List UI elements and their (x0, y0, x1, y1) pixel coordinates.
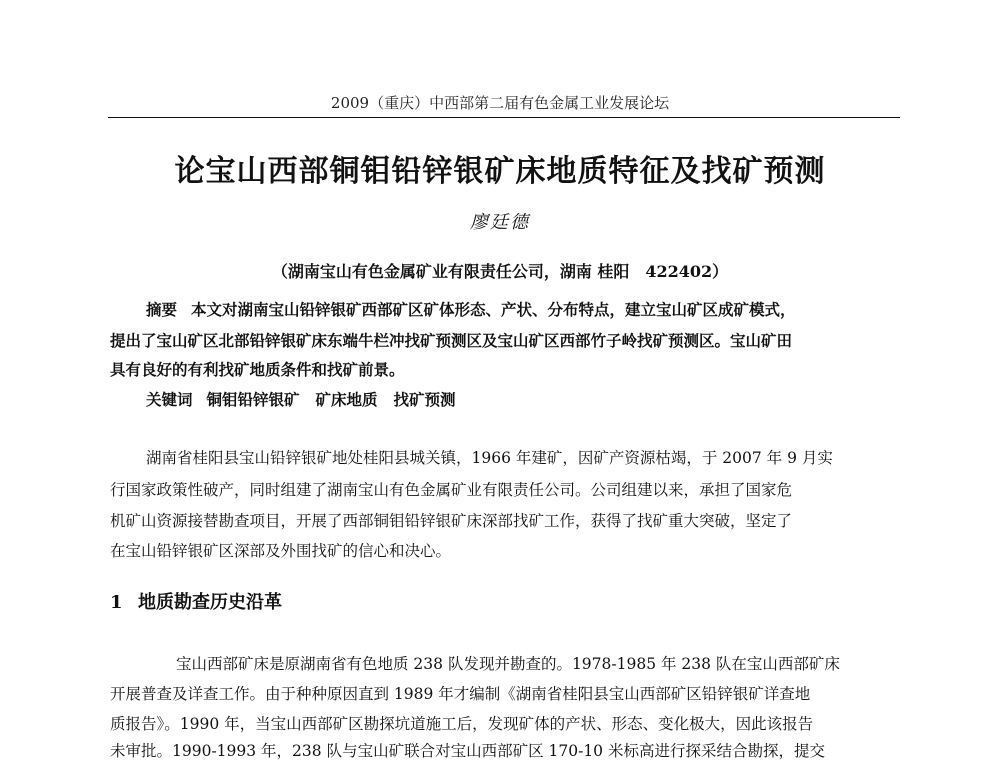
section-heading (110, 588, 282, 614)
section1-line-4: 未审批。1990-1993 年，238 队与宝山矿联合对宝山西部矿区 170-10 米标高进行探采结合勘探，提交 (110, 742, 825, 760)
abstract-label: 摘要 (146, 301, 178, 319)
abstract-line-1 (146, 298, 796, 320)
running-header: 2009（重庆）中西部第二届有色金属工业发展论坛 (330, 94, 670, 112)
section-title: 地质勘查历史沿革 (138, 592, 282, 613)
abstract-text-1: 本文对湖南宝山铅锌银矿西部矿区矿体形态、产状、分布特点，建立宝山矿区成矿模式， (191, 300, 796, 319)
header-rule (108, 117, 900, 118)
abstract-line-2: 提出了宝山矿区北部铅锌银矿床东端牛栏冲找矿预测区及宝山矿区西部竹子岭找矿预测区。宝山矿田 (110, 331, 793, 350)
keyword-item: 矿床地质 (315, 390, 378, 409)
section-number: 1 (110, 592, 123, 613)
author-name: 廖廷德 (470, 212, 530, 233)
section1-line-3: 质报告》。1990 年，当宝山西部矿区勘探坑道施工后，发现矿体的产状、形态、变化极大，因此该报告 (110, 715, 814, 733)
intro-line-1: 湖南省桂阳县宝山铅锌银矿地处桂阳县城关镇，1966 年建矿，因矿产资源枯竭，于 2007 年 9 月实 (146, 449, 833, 467)
abstract-line-3: 具有良好的有利找矿地质条件和找矿前景。 (110, 360, 405, 379)
keywords-line (146, 388, 456, 410)
intro-line-3: 机矿山资源接替勘查项目，开展了西部铜钼铅锌银矿床深部找矿工作，获得了找矿重大突破，坚定了 (110, 512, 793, 530)
intro-line-2: 行国家政策性破产，同时组建了湖南宝山有色金属矿业有限责任公司。公司组建以来，承担了国家危 (110, 481, 793, 499)
intro-line-4: 在宝山铅锌银矿区深部及外围找矿的信心和决心。 (110, 542, 452, 560)
keywords-label: 关键词 (146, 391, 193, 409)
author-affiliation: （湖南宝山有色金属矿业有限责任公司，湖南 桂阳 422402） (271, 262, 729, 281)
section1-line-1: 宝山西部矿床是原湖南省有色地质 238 队发现并勘查的。1978-1985 年 238 队在宝山西部矿床 (176, 655, 840, 673)
keyword-item: 找矿预测 (393, 390, 456, 409)
keyword-item: 铜钼铅锌银矿 (206, 390, 300, 409)
section1-line-2: 开展普查及详查工作。由于种种原因直到 1989 年才编制《湖南省桂阳县宝山西部矿区铅锌银矿详查地 (110, 685, 811, 703)
paper-title: 论宝山西部铜钼铅锌银矿床地质特征及找矿预测 (174, 154, 826, 189)
